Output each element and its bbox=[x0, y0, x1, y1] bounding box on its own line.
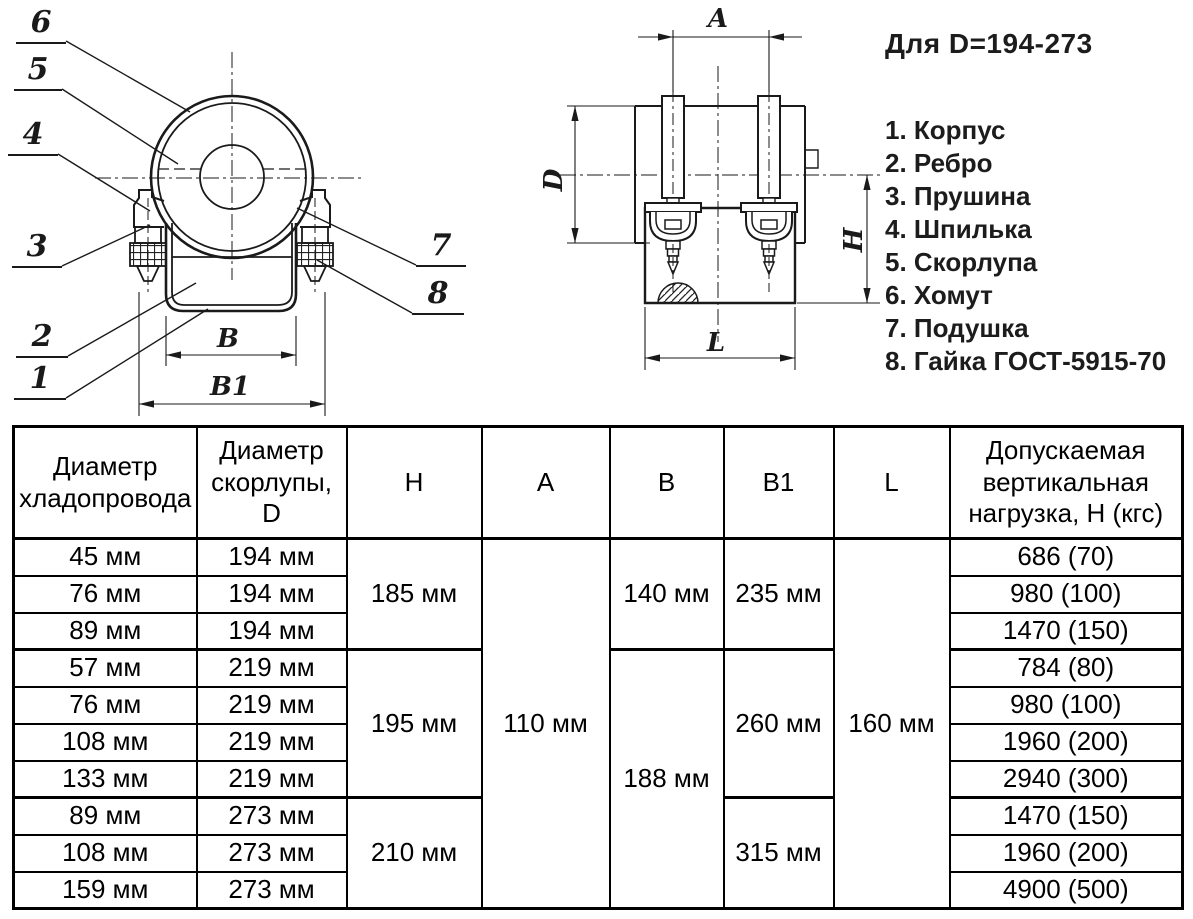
header-b: B bbox=[610, 427, 724, 539]
studs bbox=[662, 96, 780, 210]
callout-1: 1 bbox=[14, 362, 66, 400]
callout-7: 7 bbox=[416, 229, 466, 267]
cell-shell: 219 мм bbox=[197, 724, 347, 761]
cell-shell: 194 мм bbox=[197, 576, 347, 613]
left-bolt-spring bbox=[130, 198, 166, 292]
left-cup bbox=[645, 203, 701, 296]
front-view-drawing bbox=[58, 41, 416, 416]
cell-pipe: 45 мм bbox=[14, 539, 197, 576]
cell-load: 1960 (200) bbox=[950, 835, 1183, 872]
cell-l: 160 мм bbox=[834, 539, 950, 909]
dim-label-h: H bbox=[839, 227, 869, 253]
parts-legend bbox=[885, 114, 1166, 378]
cell-pipe: 108 мм bbox=[14, 724, 197, 761]
right-cup bbox=[741, 203, 797, 296]
technical-drawing bbox=[0, 0, 900, 425]
cell-pipe: 57 мм bbox=[14, 650, 197, 687]
cell-h: 195 мм bbox=[347, 650, 482, 798]
cell-shell: 219 мм bbox=[197, 761, 347, 798]
table-header-row bbox=[14, 427, 1183, 539]
cell-b1: 315 мм bbox=[724, 798, 834, 909]
legend-item: 4. Шпилька bbox=[885, 214, 1032, 244]
cell-shell: 273 мм bbox=[197, 872, 347, 909]
spec-table bbox=[12, 425, 1184, 910]
cell-pipe: 76 мм bbox=[14, 687, 197, 724]
cell-pipe: 159 мм bbox=[14, 872, 197, 909]
legend-item: 2. Ребро bbox=[885, 148, 993, 178]
cell-load: 980 (100) bbox=[950, 687, 1183, 724]
cell-b1: 235 мм bbox=[724, 539, 834, 650]
callout-3: 3 bbox=[12, 230, 62, 268]
cell-pipe: 89 мм bbox=[14, 613, 197, 650]
cell-b: 140 мм bbox=[610, 539, 724, 650]
header-pipe-diameter: Диаметр хладопровода bbox=[14, 427, 197, 539]
header-b1: B1 bbox=[724, 427, 834, 539]
header-l: L bbox=[834, 427, 950, 539]
cell-shell: 219 мм bbox=[197, 687, 347, 724]
legend-item: 7. Подушка bbox=[885, 313, 1029, 343]
header-a: A bbox=[482, 427, 610, 539]
legend-item: 1. Корпус bbox=[885, 115, 1006, 145]
legend-item: 3. Прушина bbox=[885, 181, 1031, 211]
cell-shell: 219 мм bbox=[197, 650, 347, 687]
cell-pipe: 133 мм bbox=[14, 761, 197, 798]
dim-label-l: L bbox=[706, 328, 726, 358]
cell-load: 2940 (300) bbox=[950, 761, 1183, 798]
cell-shell: 194 мм bbox=[197, 613, 347, 650]
page-title: Для D=194-273 bbox=[885, 28, 1093, 59]
cell-h: 210 мм bbox=[347, 798, 482, 909]
legend-item: 8. Гайка ГОСТ-5915-70 bbox=[885, 346, 1167, 376]
cell-pipe: 108 мм bbox=[14, 835, 197, 872]
cell-load: 1960 (200) bbox=[950, 724, 1183, 761]
table-row bbox=[14, 539, 1183, 576]
cell-load: 4900 (500) bbox=[950, 872, 1183, 909]
right-bolt-spring bbox=[297, 198, 333, 292]
cell-load: 980 (100) bbox=[950, 576, 1183, 613]
header-load: Допускаемая вертикальная нагрузка, Н (кгс) bbox=[950, 427, 1183, 539]
cell-pipe: 76 мм bbox=[14, 576, 197, 613]
callout-8: 8 bbox=[412, 277, 464, 315]
side-view-drawing bbox=[560, 30, 882, 370]
cell-load: 784 (80) bbox=[950, 650, 1183, 687]
callout-2: 2 bbox=[16, 320, 68, 358]
cell-a: 110 мм bbox=[482, 539, 610, 909]
dim-label-b1: B1 bbox=[209, 372, 251, 402]
cell-h: 185 мм bbox=[347, 539, 482, 650]
cell-load: 1470 (150) bbox=[950, 798, 1183, 835]
callout-4: 4 bbox=[8, 118, 58, 156]
cell-b: 188 мм bbox=[610, 650, 724, 909]
cell-load: 1470 (150) bbox=[950, 613, 1183, 650]
dimension-a bbox=[638, 30, 802, 92]
header-shell-diameter: Диаметр скорлупы, D bbox=[197, 427, 347, 539]
cell-load: 686 (70) bbox=[950, 539, 1183, 576]
cell-b1: 260 мм bbox=[724, 650, 834, 798]
dim-label-d: D bbox=[539, 168, 569, 192]
legend-item: 5. Скорлупа bbox=[885, 247, 1038, 277]
callout-6: 6 bbox=[16, 6, 66, 44]
cell-shell: 273 мм bbox=[197, 798, 347, 835]
weld-hatch bbox=[658, 283, 698, 303]
header-h: H bbox=[347, 427, 482, 539]
cell-pipe: 89 мм bbox=[14, 798, 197, 835]
dim-label-a: A bbox=[707, 4, 729, 34]
cell-shell: 194 мм bbox=[197, 539, 347, 576]
dim-label-b: B bbox=[217, 324, 239, 354]
cell-shell: 273 мм bbox=[197, 835, 347, 872]
callout-5: 5 bbox=[14, 53, 62, 91]
legend-item: 6. Хомут bbox=[885, 280, 993, 310]
